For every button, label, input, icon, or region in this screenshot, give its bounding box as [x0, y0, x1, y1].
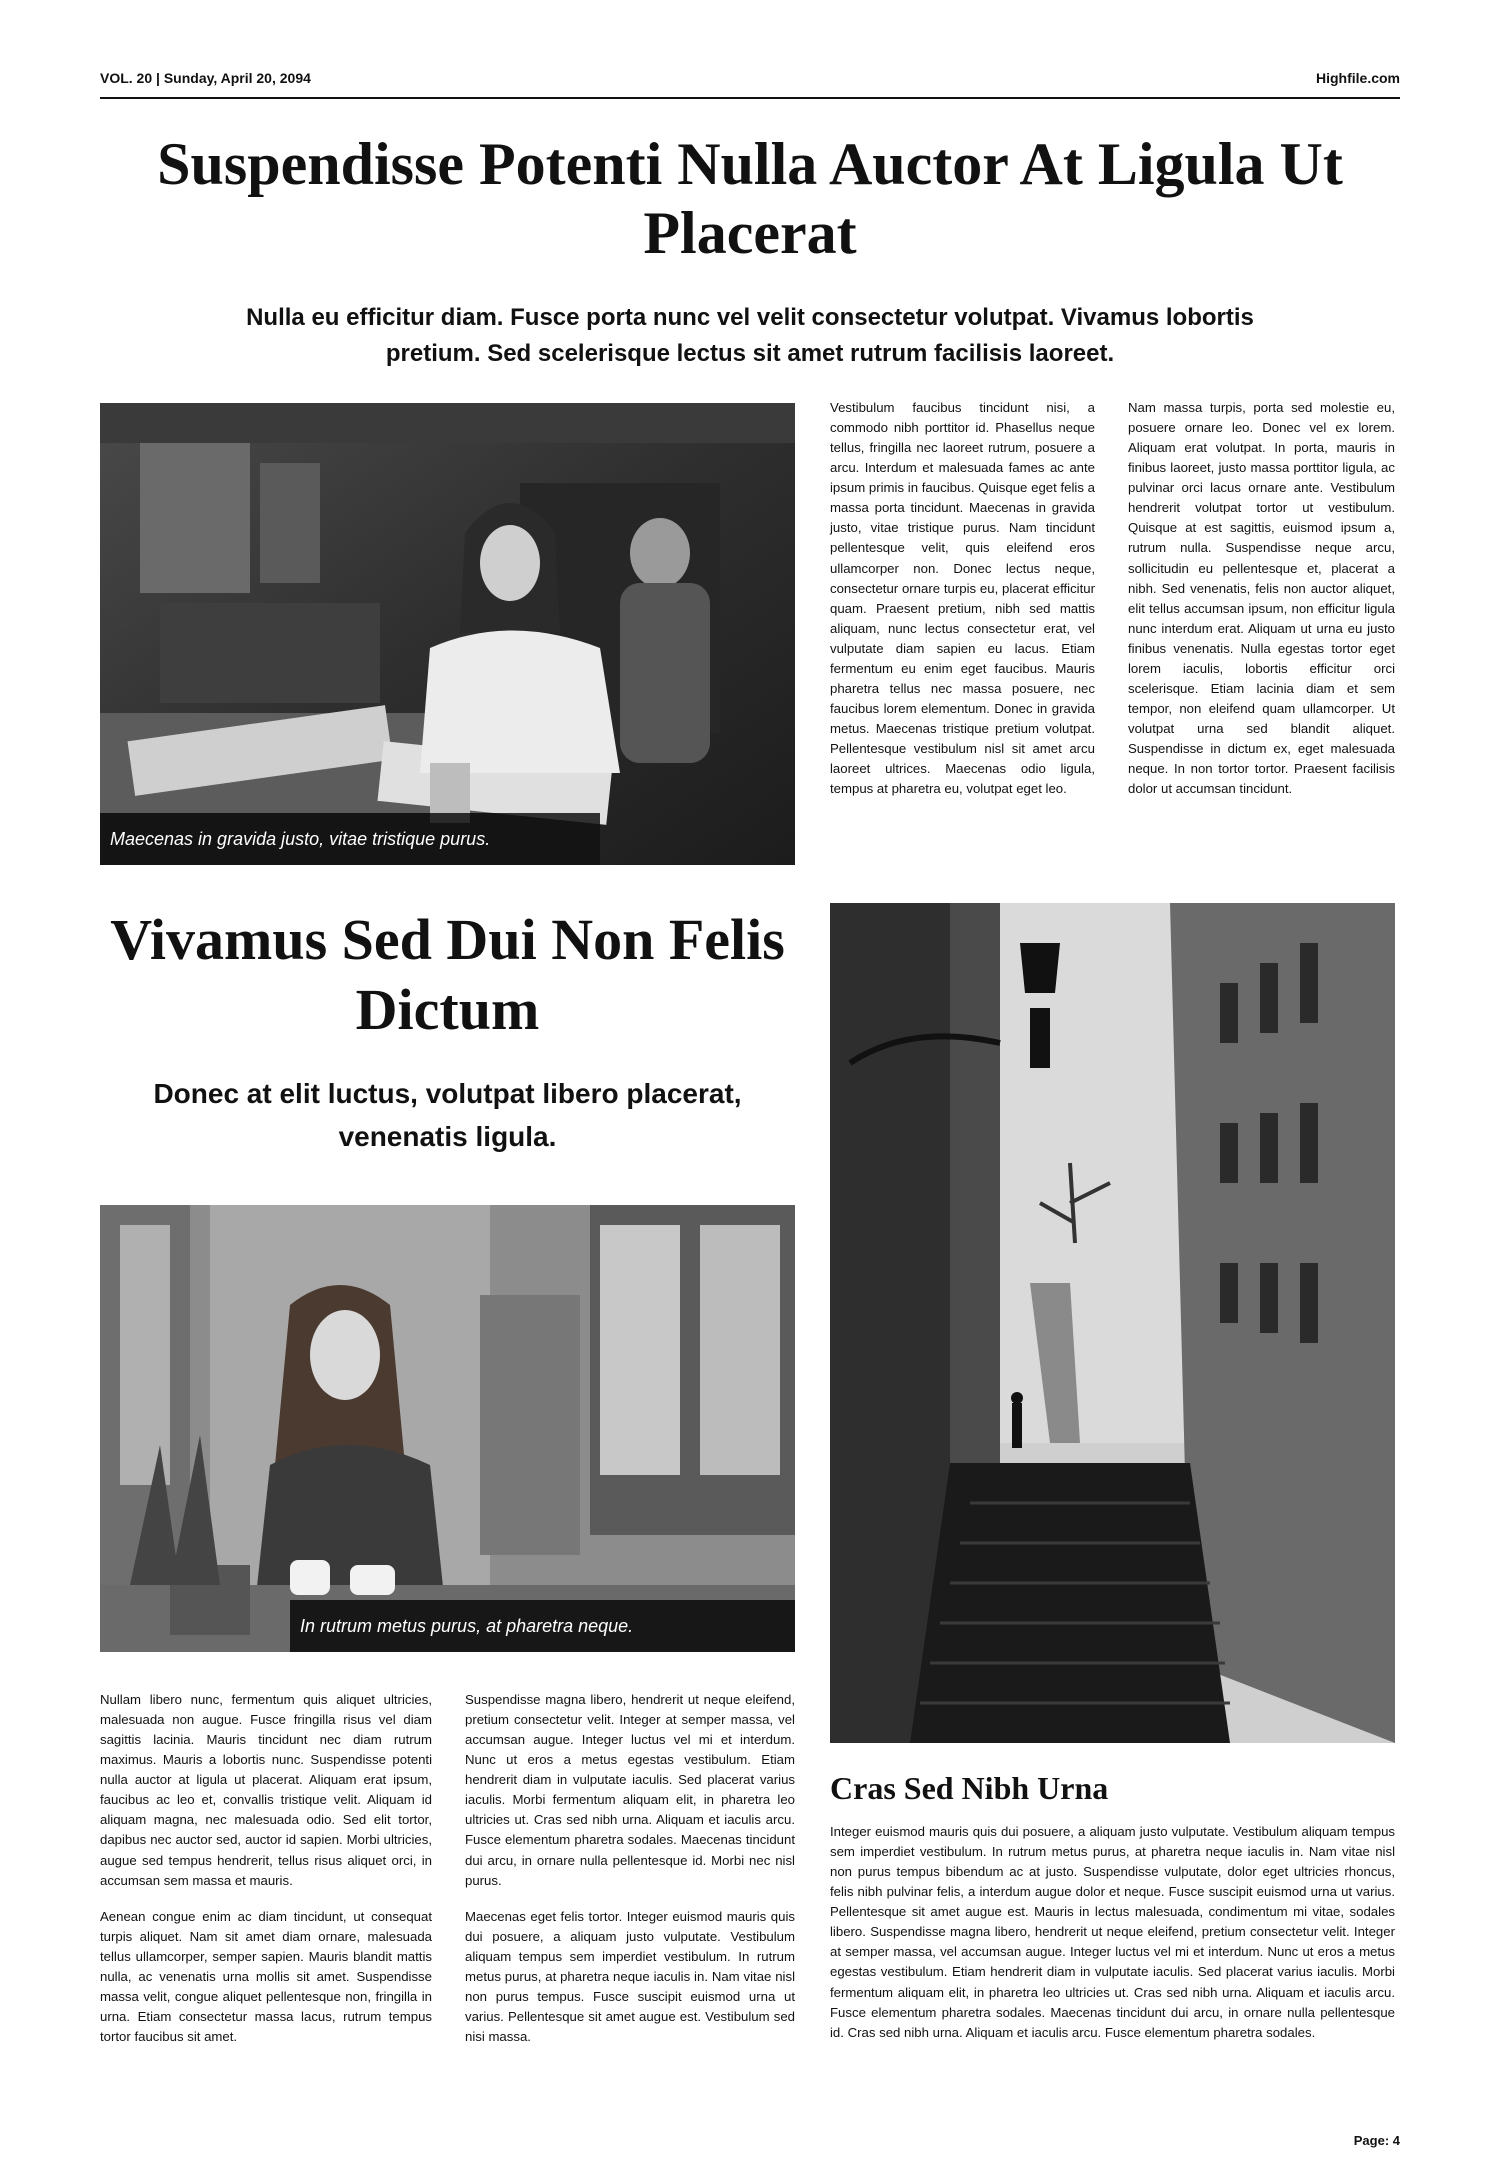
second-column-2	[465, 1690, 795, 2063]
main-headline: Suspendisse Potenti Nulla Auctor At Ligula Ut Placerat	[157, 131, 1343, 266]
side-body-text: Integer euismod mauris quis dui posuere, a aliquam justo vulputate. Vestibulum aliquam tempus sem imperdiet vestibulum. In rutrum metus purus, at pharetra neque iaculis in. Nam vitae nisl non purus tempus bibendum ac at justo. Suspendisse vulputate, dolor eget ultricies rhoncus, felis nibh pulvinar felis, a interdum augue dolor et neque. Fusce suscipit euismod urna ut varius. Pellentesque sit amet augue est. Mauris in lectus malesuada, condimentum mi vitae, sodales libero. Suspendisse magna libero, hendrerit ut neque eleifend, pretium consectetur velit. Integer at semper massa, vel accumsan augue. Integer luctus vel mi et interdum. Nunc ut eros a metus egestas vestibulum. Etiam hendrerit diam in vulputate iaculis. Sed placerat varius iaculis. Morbi fermentum aliquam elit, in pharetra leo ultricies ut. Cras sed nibh urna. Aliquam et iaculis arcu. Fusce elementum pharetra sodales. Maecenas tincidunt dui arcu, in ornare nulla pellentesque id. Cras sed nibh urna. Aliquam et iaculis arcu. Fusce elementum pharetra sodales.	[830, 1824, 1395, 2040]
main-photo-caption: Maecenas in gravida justo, vitae tristique purus.	[100, 813, 600, 865]
alley-stairs-photo	[830, 903, 1395, 1743]
main-column-2	[1128, 398, 1395, 815]
main-deck: Nulla eu efficitur diam. Fusce porta nunc vel velit consectetur volutpat. Vivamus lobortis pretium. Sed scelerisque lectus sit amet rutrum facilisis laoreet.	[246, 304, 1254, 367]
second-deck: Donec at elit luctus, volutpat libero placerat, venenatis ligula.	[153, 1078, 742, 1153]
cafe-phone-photo	[100, 403, 795, 865]
main-column-2-text: Nam massa turpis, porta sed molestie eu, posuere ornare leo. Donec vel ex lorem. Aliquam erat volutpat. In porta, mauris in finibus laoreet, justo massa porttitor ligula, ac pulvinar orci lacus ornare ante. Vestibulum hendrerit volutpat tortor ut vestibulum. Quisque at est sagittis, euismod ipsum a, rutrum nulla. Suspendisse neque arcu, sollicitudin eu pellentesque et, placerat a nibh. Sed venenatis, felis non auctor aliquet, elit tellus accumsan ipsum, non efficitur ligula nunc interdum erat. Aliquam ut urna eu justo finibus venenatis. Nulla egestas tortor eget lorem iaculis, lobortis efficitur orci scelerisque. Etiam lacinia diam et sem tempor, non eleifend quam ullamcorper. Ut volutpat urna sed blandit aliquet. Suspendisse in dictum ex, eget malesuada neque. In non tortor tortor. Praesent facilisis dolor ut accumsan tincidunt.	[1128, 400, 1395, 797]
second-column-2-para-1: Suspendisse magna libero, hendrerit ut neque eleifend, pretium consectetur velit. Integer at semper massa, vel accumsan augue. Integer luctus vel mi et interdum. Nunc ut eros a metus egestas vestibulum. Etiam hendrerit diam in vulputate iaculis. Sed placerat varius iaculis. Morbi fermentum aliquam elit, in pharetra leo ultricies ut. Cras sed nibh urna. Aliquam et iaculis arcu. Fusce elementum pharetra sodales. Maecenas tincidunt dui arcu, in ornare nulla pellentesque id. Morbi nec nisl purus.	[465, 1692, 795, 1888]
second-column-1-para-2: Aenean congue enim ac diam tincidunt, ut consequat turpis aliquet. Nam sit amet diam ornare, malesuada tellus ullamcorper, semper sapien. Mauris blandit mattis nulla, ac venenatis urna mollis sit amet. Suspendisse massa velit, congue aliquet pellentesque non, fringilla in urna. Etiam consectetur massa lacus, rutrum tempus tortor faucibus sit amet.	[100, 1908, 432, 2044]
issue-line: VOL. 20 | Sunday, April 20, 2094	[100, 70, 311, 86]
second-column-1	[100, 1690, 432, 2063]
side-headline: Cras Sed Nibh Urna	[830, 1770, 1109, 1806]
main-column-1-text: Vestibulum faucibus tincidunt nisi, a commodo nibh porttitor id. Phasellus neque tellus, fringilla nec laoreet rutrum, posuere a arcu. Interdum et malesuada fames ac ante ipsum primis in faucibus. Quisque eget felis a massa porta tincidunt. Maecenas in gravida justo, vitae tristique purus. Nam tincidunt pellentesque velit, quis eleifend eros ullamcorper non. Donec lectus neque, consectetur ornare turpis eu, placerat efficitur quam. Praesent pretium, nibh sed mattis aliquam, nunc lectus consectetur erat, vel vulputate diam sapien eu lacus. Etiam fermentum eu enim eget faucibus. Mauris pharetra tellus nec massa posuere, nec faucibus lorem elementum. Donec in gravida metus. Maecenas tristique pretium volutpat. Pellentesque vestibulum nisl sit amet arcu laoreet ultrices. Maecenas odio ligula, tempus at pharetra eu, volutpat eget leo.	[830, 400, 1095, 797]
side-column	[830, 1822, 1395, 2059]
cafe-table-photo	[100, 1205, 795, 1652]
header-rule	[100, 97, 1400, 99]
second-column-1-para-1: Nullam libero nunc, fermentum quis aliquet ultricies, malesuada non augue. Fusce fringilla risus vel diam sagittis lacinia. Mauris tincidunt nec diam rutrum maximus. Mauris a lobortis nunc. Suspendisse potenti nulla auctor at ligula ut placerat. Aliquam erat ipsum, faucibus ac leo et, convallis tristique velit. Aliquam id aliquam magna, nec malesuada odio. Sed elit tortor, dapibus nec auctor sed, auctor id sapien. Morbi ultricies, augue sed tempus hendrerit, tellus risus aliquet orci, in accumsan sem massa et mauris.	[100, 1692, 432, 1888]
second-column-2-para-2: Maecenas eget felis tortor. Integer euismod mauris quis dui posuere, a aliquam justo vulputate. Vestibulum aliquam tempus sem imperdiet vestibulum. In rutrum metus purus, at pharetra neque iaculis in. Nam vitae nisl non purus tempus. Fusce suscipit euismod urna ut varius. Pellentesque sit amet augue est. Vestibulum sed nisi massa.	[465, 1908, 795, 2044]
second-photo-caption: In rutrum metus purus, at pharetra neque.	[290, 1600, 795, 1652]
site-name[interactable]: Highfile.com	[1315, 70, 1400, 86]
page-number: Page: 4	[1353, 2133, 1400, 2148]
main-column-1	[830, 398, 1095, 815]
second-headline: Vivamus Sed Dui Non Felis Dictum	[110, 907, 785, 1042]
